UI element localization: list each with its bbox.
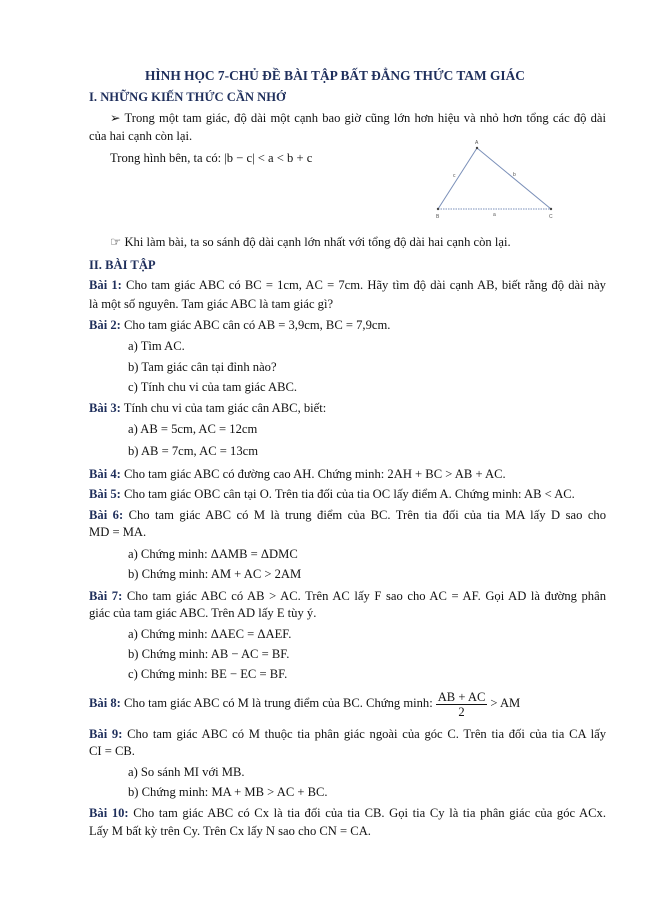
exercise-10: Bài 10: Cho tam giác ABC có Cx là tia đối của tia CB. Gọi tia Cy là tia phân giác của góc ACx. [89, 806, 606, 820]
rule-text-cont: của hai cạnh còn lại. [89, 129, 193, 143]
exercise-7a: a) Chứng minh: ΔAEC = ΔAEF. [128, 627, 292, 641]
exercise-6a: a) Chứng minh: ΔAMB = ΔDMC [128, 547, 298, 561]
exercise-9a: a) So sánh MI với MB. [128, 765, 245, 779]
figure-intro: Trong hình bên, ta có: |b − c| < a < b + c [110, 151, 313, 165]
exercise-7-cont: giác của tam giác ABC. Trên AD lấy E tùy ý. [89, 606, 317, 620]
exercise-3b: b) AB = 7cm, AC = 13cm [128, 444, 258, 458]
exercise-2: Bài 2: Cho tam giác ABC cân có AB = 3,9cm, BC = 7,9cm. [89, 318, 391, 332]
exercise-10-cont: Lấy M bất kỳ trên Cy. Trên Cx lấy N sao cho CN = CA. [89, 824, 371, 838]
exercise-9-cont: CI = CB. [89, 744, 135, 758]
exercise-3a: a) AB = 5cm, AC = 12cm [128, 422, 258, 436]
fraction: $\frac{AB + AC}{2}$ [437, 689, 486, 719]
rule-text: ➢ Trong một tam giác, độ dài một cạnh bao giờ cũng lớn hơn hiệu và nhỏ hơn tổng các độ dài [110, 111, 606, 125]
exercise-6: Bài 6: Cho tam giác ABC có M là trung điểm của BC. Trên tia đối của tia MA lấy D sao cho [89, 508, 606, 522]
side-c [438, 148, 477, 209]
exercise-7: Bài 7: Cho tam giác ABC có AB > AC. Trên AC lấy F sao cho AC = AF. Gọi AD là đường phân [89, 589, 606, 603]
label-side-b: b [513, 172, 516, 178]
side-b [477, 148, 551, 209]
arrow-bullet-icon: ➢ [110, 111, 125, 125]
exercise-1-cont: là một số nguyên. Tam giác ABC là tam giác gì? [89, 297, 334, 311]
exercise-5: Bài 5: Cho tam giác OBC cân tại O. Trên tia đối của tia OC lấy điểm A. Chứng minh: AB < AC. [89, 487, 575, 501]
exercise-8: Bài 8: Cho tam giác ABC có M là trung điểm của BC. Chứng minh: $\frac{AB + AC}{2}$ > AM [89, 689, 521, 719]
label-c-vertex: C [549, 214, 553, 220]
vertex-c [550, 208, 552, 210]
exercise-7b: b) Chứng minh: AB − AC = BF. [128, 647, 290, 661]
exercise-2c: c) Tính chu vi của tam giác ABC. [128, 380, 298, 394]
exercise-7c: c) Chứng minh: BE − EC = BF. [128, 667, 288, 681]
triangle-inequality: |b − c| < a < b + c [224, 151, 313, 165]
triangle-figure [430, 138, 560, 222]
exercise-6-cont: MD = MA. [89, 525, 147, 539]
pointing-hand-icon: ☞ [110, 235, 125, 249]
note-text: ☞ Khi làm bài, ta so sánh độ dài cạnh lớn nhất với tổng độ dài hai cạnh còn lại. [110, 235, 511, 249]
section-heading-exercises: II. BÀI TẬP [89, 258, 156, 272]
document-title: HÌNH HỌC 7-CHỦ ĐỀ BÀI TẬP BẤT ĐẲNG THỨC TAM GIÁC [145, 68, 525, 83]
exercise-2b: b) Tam giác cân tại đỉnh nào? [128, 360, 277, 374]
exercise-6b: b) Chứng minh: AM + AC > 2AM [128, 567, 302, 581]
vertex-b [437, 208, 439, 210]
exercise-4: Bài 4: Cho tam giác ABC có đường cao AH. Chứng minh: 2AH + BC > AB + AC. [89, 467, 506, 481]
section-heading-knowledge: I. NHỮNG KIẾN THỨC CẦN NHỚ [89, 90, 286, 104]
label-side-c: c [453, 173, 456, 179]
exercise-3: Bài 3: Tính chu vi của tam giác cân ABC, biết: [89, 401, 327, 415]
vertex-a [476, 147, 478, 149]
exercise-1: Bài 1: Cho tam giác ABC có BC = 1cm, AC = 7cm. Hãy tìm độ dài cạnh AB, biết rằng độ dài này [89, 278, 606, 292]
exercise-9b: b) Chứng minh: MA + MB > AC + BC. [128, 785, 328, 799]
label-side-a: a [493, 212, 496, 218]
exercise-9: Bài 9: Cho tam giác ABC có M thuộc tia phân giác ngoài của góc C. Trên tia đối của tia CA lấy [89, 727, 606, 741]
exercise-2a: a) Tìm AC. [128, 339, 185, 353]
label-b-vertex: B [436, 214, 440, 220]
label-a-vertex: A [475, 140, 479, 146]
